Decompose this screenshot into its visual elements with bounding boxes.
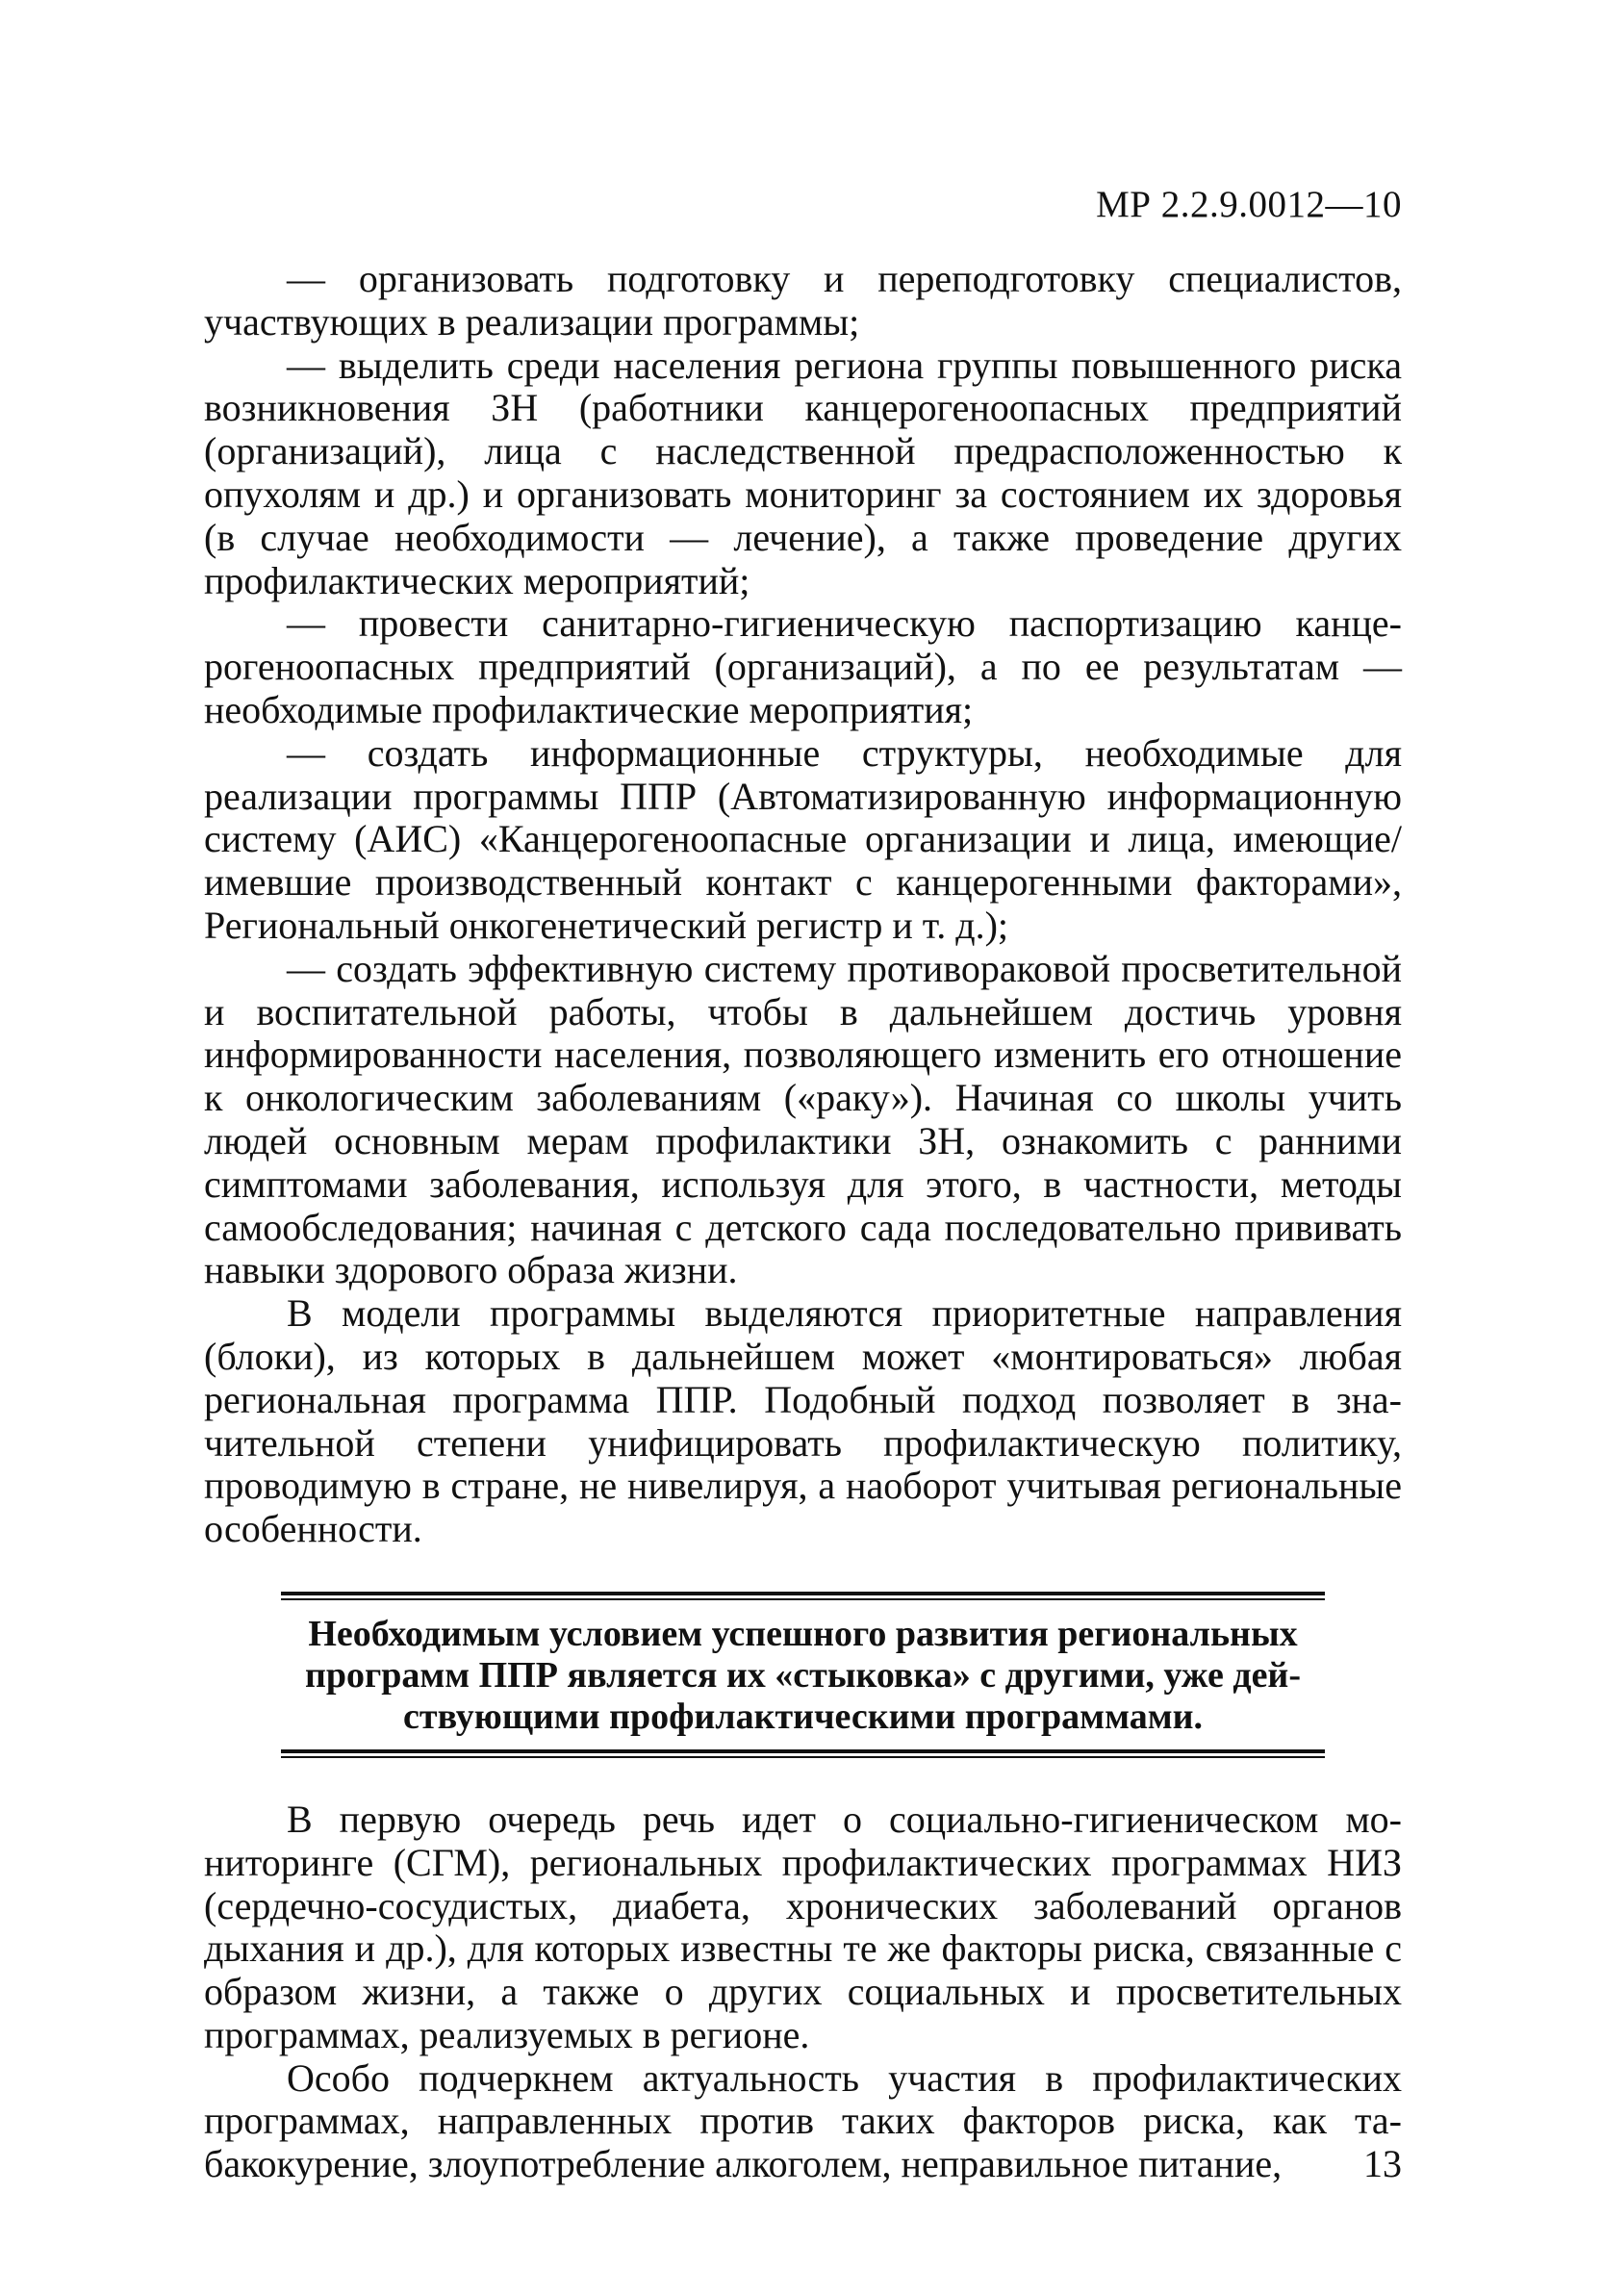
paragraph-monitoring: В первую очередь речь идет о социально-гигиеническом мониторинге (СГМ), региональных профилактических программах НИЗ (сердечно-сосудистых, диабета, хронических заболеваний органов дыхания и др.), для которых известны те же факторы риска, связанные с образом жизни, а также о других социальных и просветительных программах, реализуемых в регионе. xyxy=(204,1797,1402,2056)
paragraph-program-model: В модели программы выделяются приоритетные направления (блоки), из которых в дальнейшем может «монтироваться» любая региональная программа ППР. Подобный подход позволяет в значительной степени унифицировать профилактическую политику, проводимую в стране, не нивелируя, а наоборот учитывая региональные особенности. xyxy=(204,1291,1402,1551)
list-item-training: — организовать подготовку и переподготовку специалистов, участвующих в реализации программы; xyxy=(204,257,1402,344)
highlight-text: Необходимым условием успешного развития региональных программ ППР является их «стыковка» с другими, уже действующими профилактическими программами. xyxy=(305,1613,1301,1737)
list-item-education-system: — создать эффективную систему противораковой просветительной и воспитательной работы, чтобы в дальнейшем достичь уровня информированности населения, позволяющего изменить его отношение к онкологическим заболеваниям («раку»). Начиная со школы учить людей основным мерам профилактики ЗН, ознакомить с ранними симптомами заболевания, используя для этого, в частности, методы самообследования; начиная с детского сада последовательно прививать навыки здорового образа жизни. xyxy=(204,946,1402,1292)
highlight-bottom-rule xyxy=(281,1749,1325,1758)
list-item-certification: — провести санитарно-гигиеническую паспортизацию канцерогеноопасных предприятий (организаций), а по ее результатам — необходимые профилактические мероприятия; xyxy=(204,601,1402,731)
list-item-information-structures: — создать информационные структуры, необходимые для реализации программы ППР (Автоматизированную информационную систему (АИС) «Канцерогеноопасные организации и лица, имеющие/имевшие производственный контакт с канцерогенными факторами», Региональный онкогенетический регистр и т. д.); xyxy=(204,730,1402,947)
highlight-box xyxy=(281,1592,1325,1758)
document-code-header: МР 2.2.9.0012—10 xyxy=(1096,184,1402,225)
document-page xyxy=(204,0,1402,2296)
page-number: 13 xyxy=(1363,2142,1402,2185)
list-item-risk-groups: — выделить среди населения региона группы повышенного риска возникновения ЗН (работники канцерогеноопасных предприятий (организаций), лица с наследственной предрасположенностью к опухолям и др.) и организовать мониторинг за состоянием их здоровья (в случае необходимости — лечение), а также проведение других профилактических мероприятий; xyxy=(204,343,1402,602)
paragraph-risk-factors: Особо подчеркнем актуальность участия в профилактических программах, направленных против таких факторов риска, как табакокурение, злоупотребление алкоголем, неправильное питание, xyxy=(204,2055,1402,2186)
page-body xyxy=(204,258,1402,2186)
highlight-top-rule xyxy=(281,1592,1325,1600)
